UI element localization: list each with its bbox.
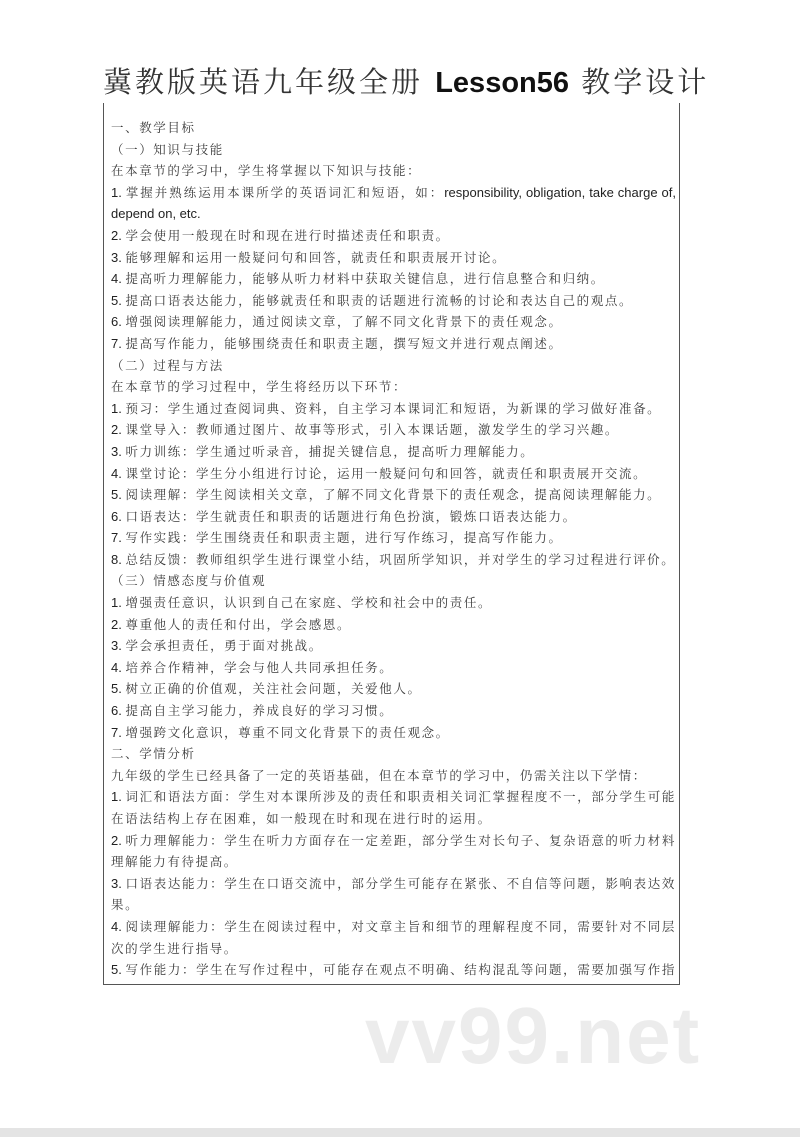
- text-line: （二）过程与方法: [111, 357, 224, 373]
- text-line: 6. 口语表达：学生就责任和职责的话题进行角色扮演，锻炼口语表达能力。: [111, 508, 577, 524]
- document-frame: [103, 70, 680, 985]
- text-line: 6. 提高自主学习能力，养成良好的学习习惯。: [111, 703, 394, 719]
- text-line: 4. 提高听力理解能力，能够从听力材料中获取关键信息，进行信息整合和归纳。: [111, 271, 605, 287]
- text-line: 5. 树立正确的价值观，关注社会问题，关爱他人。: [111, 681, 422, 697]
- text-line: 8. 总结反馈：教师组织学生进行课堂小结，巩固所学知识，并对学生的学习过程进行评价。: [111, 551, 676, 567]
- text-line: 一、教学目标: [111, 120, 196, 135]
- text-line: （三）情感态度与价值观: [111, 573, 267, 589]
- text-line: 5. 提高口语表达能力，能够就责任和职责的话题进行流畅的讨论和表达自己的观点。: [111, 292, 634, 308]
- text-line: 1. 增强责任意识，认识到自己在家庭、学校和社会中的责任。: [111, 595, 493, 611]
- text-line: 6. 增强阅读理解能力，通过阅读文章，了解不同文化背景下的责任观念。: [111, 314, 563, 330]
- text-line: 1. 预习：学生通过查阅词典、资料，自主学习本课词汇和短语，为新课的学习做好准备。: [111, 400, 662, 416]
- text-line: 2. 听力理解能力：学生在听力方面存在一定差距，部分学生对长句子、复杂语意的听力材料理解能力有待提高。: [111, 832, 676, 870]
- title-suffix: 教学设计: [569, 65, 710, 99]
- watermark: vv99.net: [365, 991, 702, 1080]
- text-line: 2. 尊重他人的责任和付出，学会感恩。: [111, 616, 352, 632]
- text-line: 3. 口语表达能力：学生在口语交流中，部分学生可能存在紧张、不自信等问题，影响表达效果。: [111, 875, 676, 913]
- text-line: 1. 词汇和语法方面：学生对本课所涉及的责任和职责相关词汇掌握程度不一，部分学生可能在语法结构上存在困难，如一般现在时和现在进行时的运用。: [111, 789, 676, 826]
- text-line: 二、学情分析: [111, 746, 196, 762]
- text-line: 7. 提高写作能力，能够围绕责任和职责主题，撰写短文并进行观点阐述。: [111, 335, 563, 351]
- text-line: 在本章节的学习过程中，学生将经历以下环节：: [111, 379, 408, 395]
- text-line: 3. 学会承担责任，勇于面对挑战。: [111, 638, 323, 654]
- text-line: 7. 写作实践：学生围绕责任和职责主题，进行写作练习，提高写作能力。: [111, 530, 563, 546]
- text-line: 1. 掌握并熟练运用本课所学的英语词汇和短语，如：responsibility, obligation, take charge of, depend on, etc.: [111, 184, 676, 222]
- title-lesson: Lesson56: [435, 67, 570, 99]
- text-line: 2. 课堂导入：教师通过图片、故事等形式，引入本课话题，激发学生的学习兴趣。: [111, 422, 619, 438]
- text-line: （一）知识与技能: [111, 141, 224, 157]
- text-line: 在本章节的学习中，学生将掌握以下知识与技能：: [111, 163, 422, 179]
- text-line: 九年级的学生已经具备了一定的英语基础，但在本章节的学习中，仍需关注以下学情：: [111, 767, 647, 783]
- page-bottom-edge: [0, 1128, 800, 1137]
- text-line: 4. 课堂讨论：学生分小组进行讨论，运用一般疑问句和回答，就责任和职责展开交流。: [111, 465, 648, 481]
- document-title: [103, 62, 710, 103]
- text-line: 5. 写作能力：学生在写作过程中，可能存在观点不明确、结构混乱等问题，需要加强写作指: [111, 962, 676, 978]
- text-line: 4. 培养合作精神，学会与他人共同承担任务。: [111, 659, 394, 675]
- text-line: 3. 听力训练：学生通过听录音，捕捉关键信息，提高听力理解能力。: [111, 443, 535, 459]
- text-line: 3. 能够理解和运用一般疑问句和回答，就责任和职责展开讨论。: [111, 249, 507, 265]
- document-body: [111, 117, 676, 985]
- text-line: 7. 增强跨文化意识，尊重不同文化背景下的责任观念。: [111, 724, 450, 740]
- text-line: 4. 阅读理解能力：学生在阅读过程中，对文章主旨和细节的理解程度不同，需要针对不同层次的学生进行指导。: [111, 918, 676, 956]
- text-line: 2. 学会使用一般现在时和现在进行时描述责任和职责。: [111, 227, 450, 243]
- text-line: 5. 阅读理解：学生阅读相关文章，了解不同文化背景下的责任观念，提高阅读理解能力。: [111, 487, 662, 503]
- title-prefix: 冀教版英语九年级全册: [103, 65, 436, 99]
